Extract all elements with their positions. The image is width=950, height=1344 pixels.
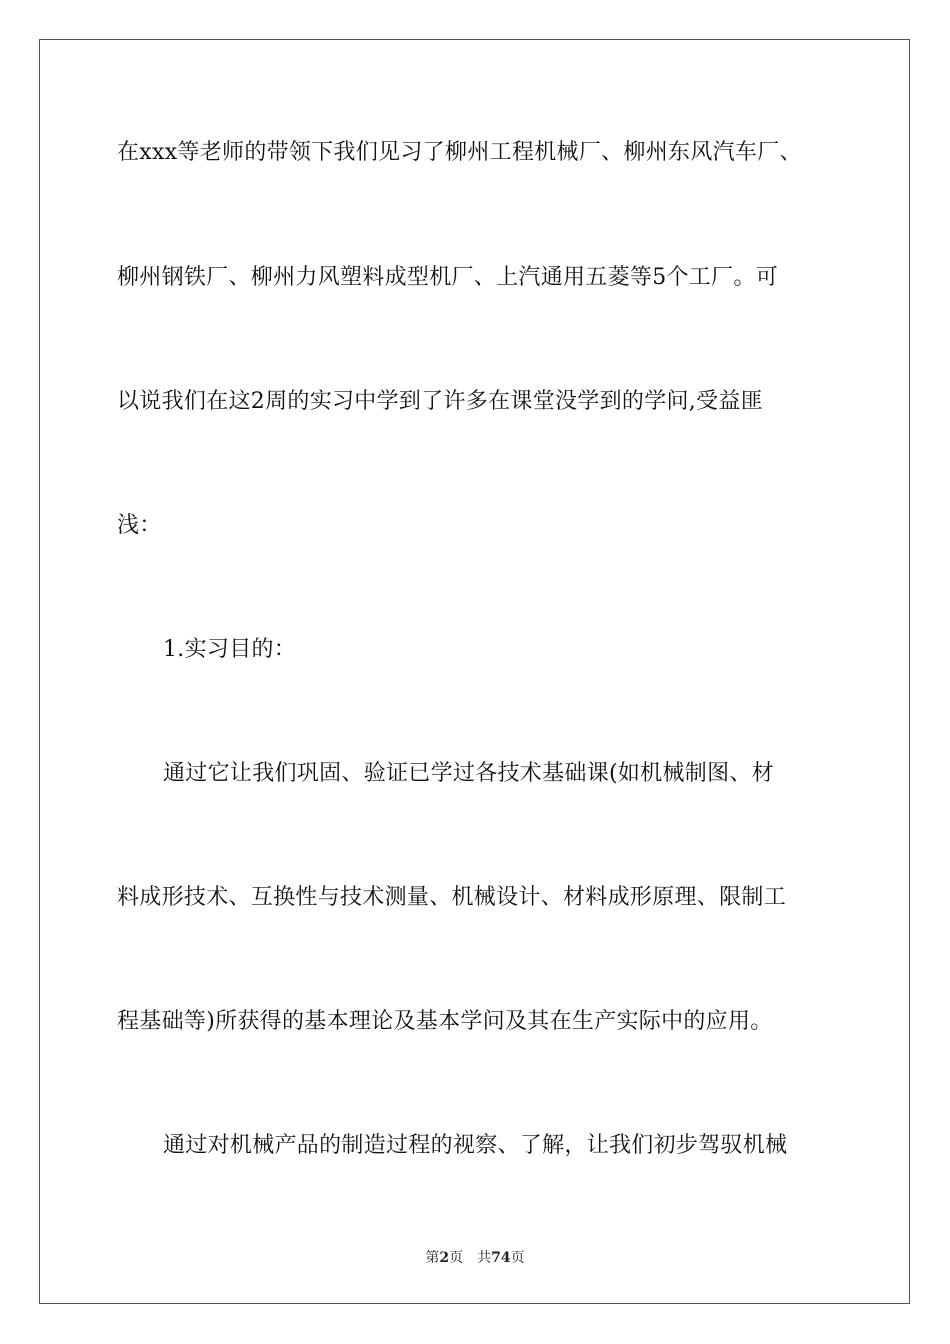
section-heading: 1.实习目的： (163, 637, 297, 662)
paragraph-line-4: 浅： (117, 513, 162, 538)
paragraph-line-7: 料成形技术、互换性与技术测量、机械设计、材料成形原理、限制工 (117, 885, 787, 910)
paragraph-line-8: 程基础等)所获得的基本理论及基本学问及其在生产实际中的应用。 (117, 1009, 773, 1034)
paragraph-line-3: 以说我们在这2周的实习中学到了许多在课堂没学到的学问,受益匪 (117, 389, 763, 414)
paragraph-line-1: 在xxx等老师的带领下我们见习了柳州工程机械厂、柳州东风汽车厂、 (117, 140, 802, 165)
paragraph-line-9: 通过对机械产品的制造过程的视察、了解，让我们初步驾驭机械 (163, 1133, 788, 1158)
page-suffix: 页 (449, 1250, 464, 1266)
total-pages: 74 (491, 1250, 511, 1266)
total-prefix: 共 (477, 1250, 492, 1266)
page-number: 2 (439, 1250, 450, 1266)
paragraph-line-6: 通过它让我们巩固、验证已学过各技术基础课(如机械制图、材 (163, 761, 774, 786)
page-frame (39, 39, 910, 1304)
total-suffix: 页 (510, 1250, 525, 1266)
page-prefix: 第 (425, 1250, 440, 1266)
paragraph-line-2: 柳州钢铁厂、柳州力风塑料成型机厂、上汽通用五菱等5个工厂。可 (117, 265, 778, 290)
page-footer (0, 1247, 950, 1267)
